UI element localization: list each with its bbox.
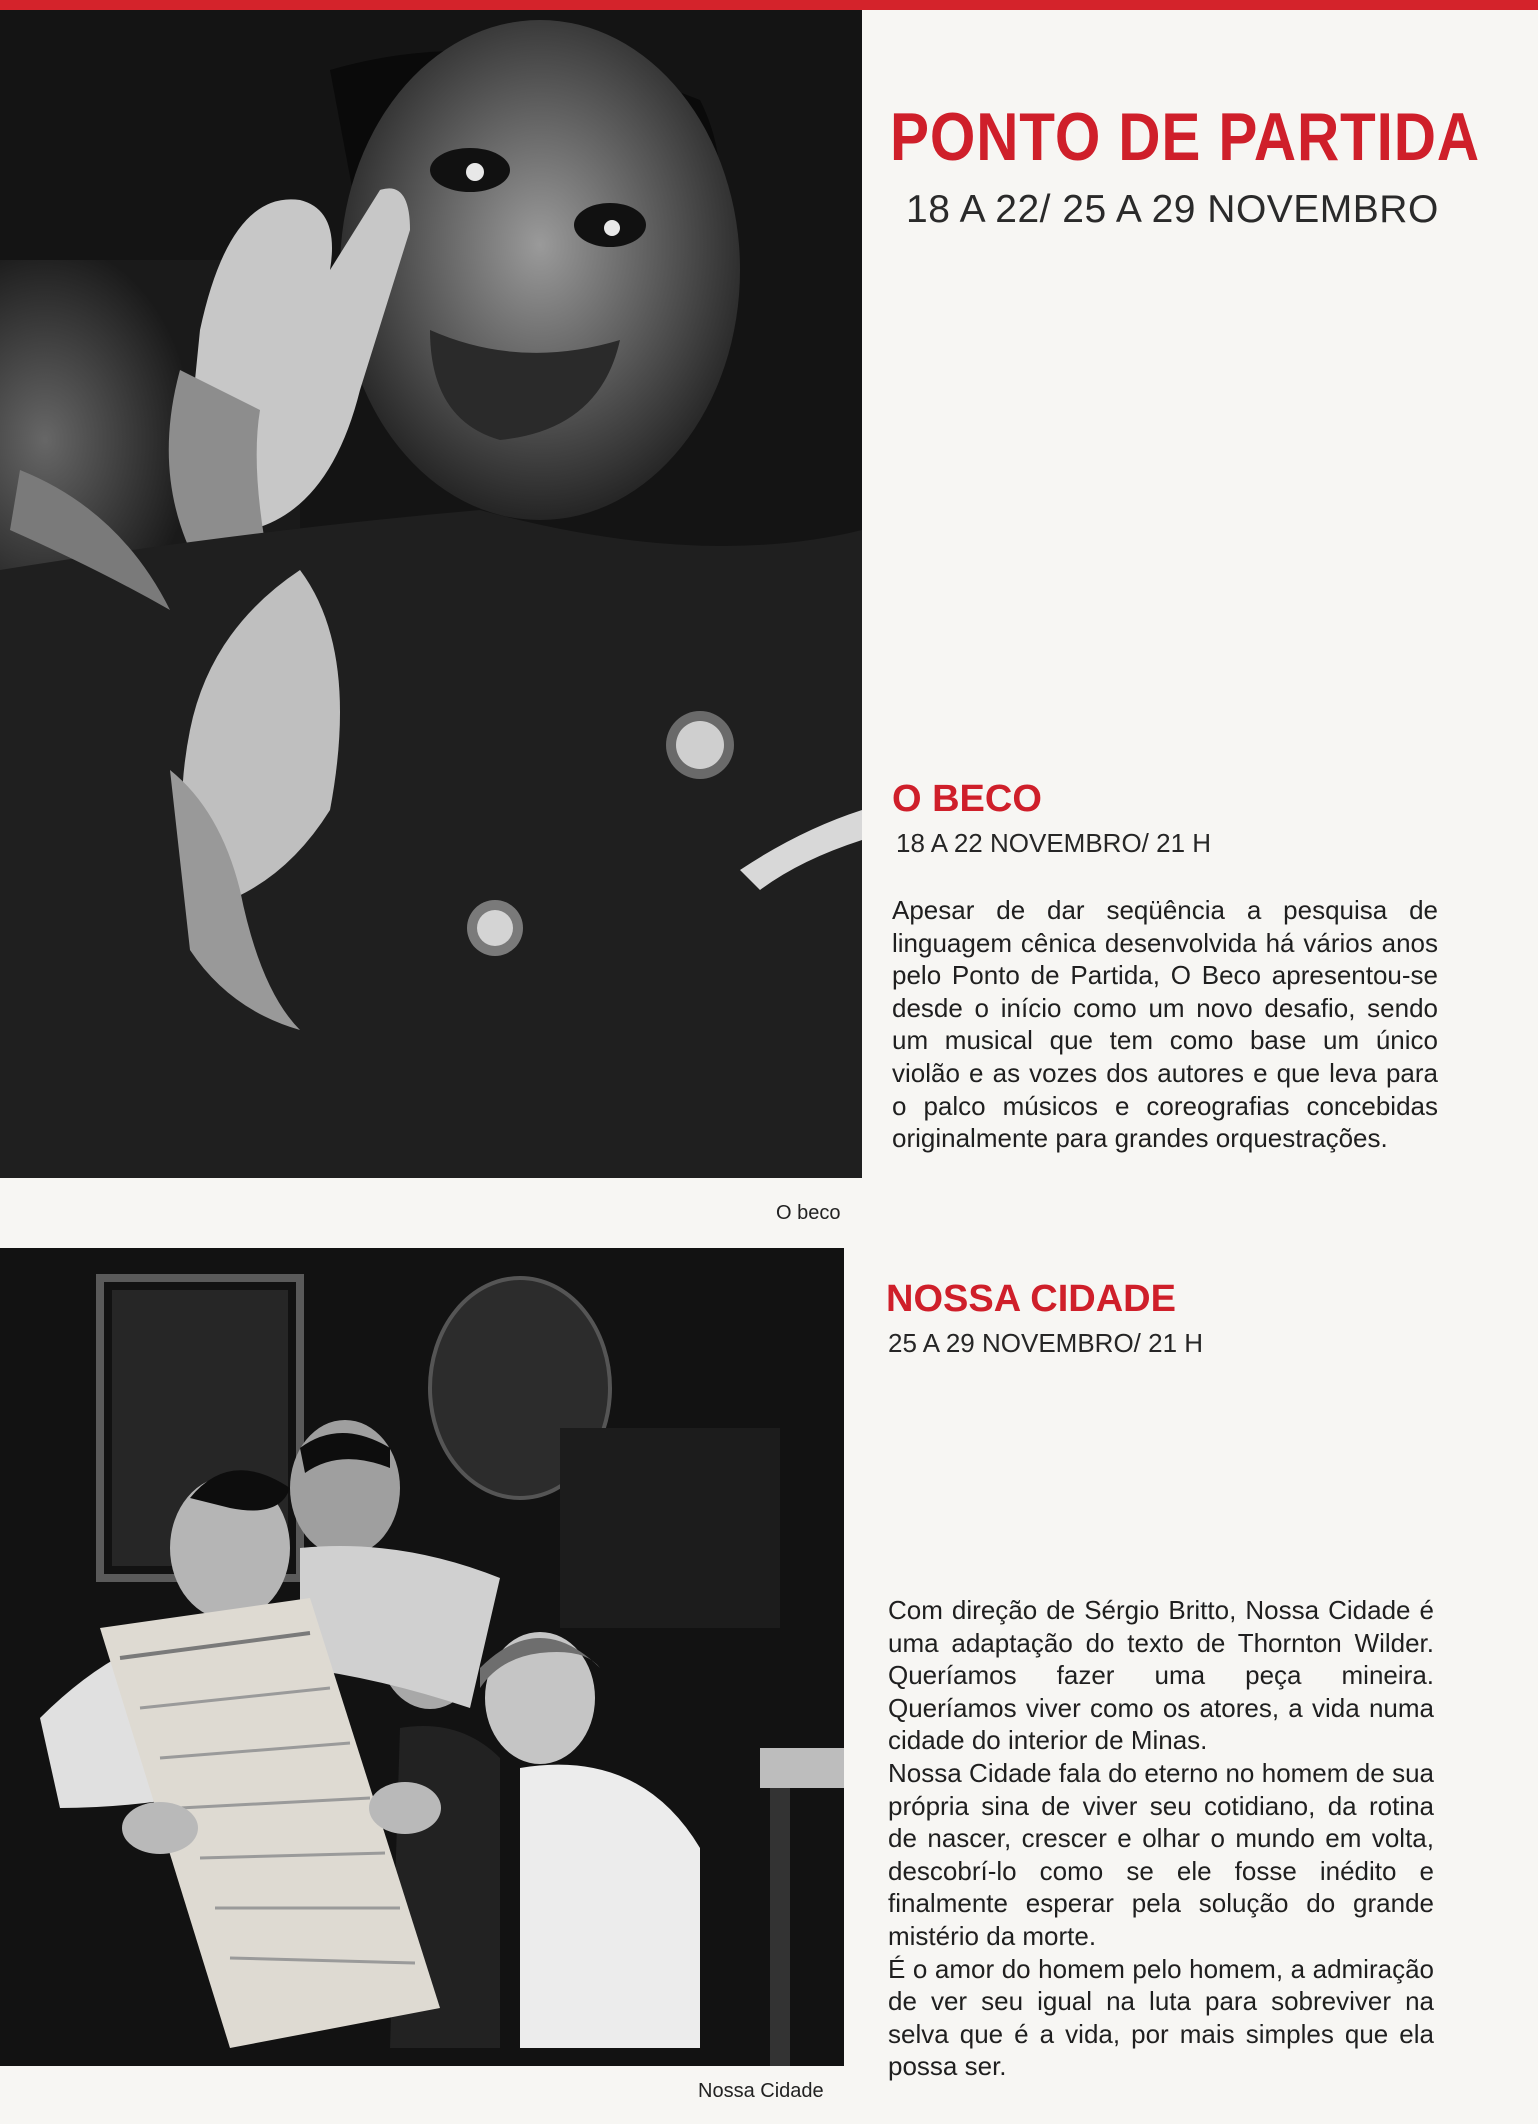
section-text-o-beco: Apesar de dar seqüência a pesquisa de linguagem cênica desenvolvida há vários anos pelo Ponto de Partida, O Beco apresentou-se desde o início como um novo desafio, sendo um musical que tem como base um único violão e as vozes dos autores e que leva para o palco músicos e coreografias concebidas originalmente para grandes orquestrações. [892, 895, 1438, 1154]
section-schedule-nossa-cidade: 25 A 29 NOVEMBRO/ 21 H [888, 1328, 1204, 1358]
section-schedule-o-beco: 18 A 22 NOVEMBRO/ 21 H [896, 828, 1212, 858]
photo-caption-o-beco: O beco [776, 1202, 841, 1224]
photo-nossa-cidade [0, 1248, 844, 2066]
section-text-nossa-cidade: Com direção de Sérgio Britto, Nossa Cidade é uma adaptação do texto de Thornton Wilder. Queríamos fazer uma peça mineira. Queríamos viver como os atores, a vida numa cidade do interior de Minas. Nossa Cidade fala do eterno no homem de sua própria sina de viver seu cotidiano, da rotina de nascer, crescer e olhar o mundo em volta, descobrí-lo como se ele fosse inédito e finalmente esperar pela solução do grande mistério da morte. É o amor do homem pelo homem, a admiração de ver seu igual na luta para sobreviver na selva que é a vida, por mais simples que ela possa ser. [888, 1595, 1434, 2082]
section-title-o-beco: O BECO [892, 778, 1042, 820]
page-title: PONTO DE PARTIDA [890, 99, 1480, 175]
section-title-nossa-cidade: NOSSA CIDADE [886, 1278, 1176, 1320]
photo-caption-nossa-cidade: Nossa Cidade [698, 2080, 824, 2102]
photo-o-beco [0, 10, 862, 1178]
page-dates: 18 A 22/ 25 A 29 NOVEMBRO [906, 188, 1439, 231]
program-page [0, 10, 1538, 2124]
top-red-strip [0, 0, 1538, 10]
